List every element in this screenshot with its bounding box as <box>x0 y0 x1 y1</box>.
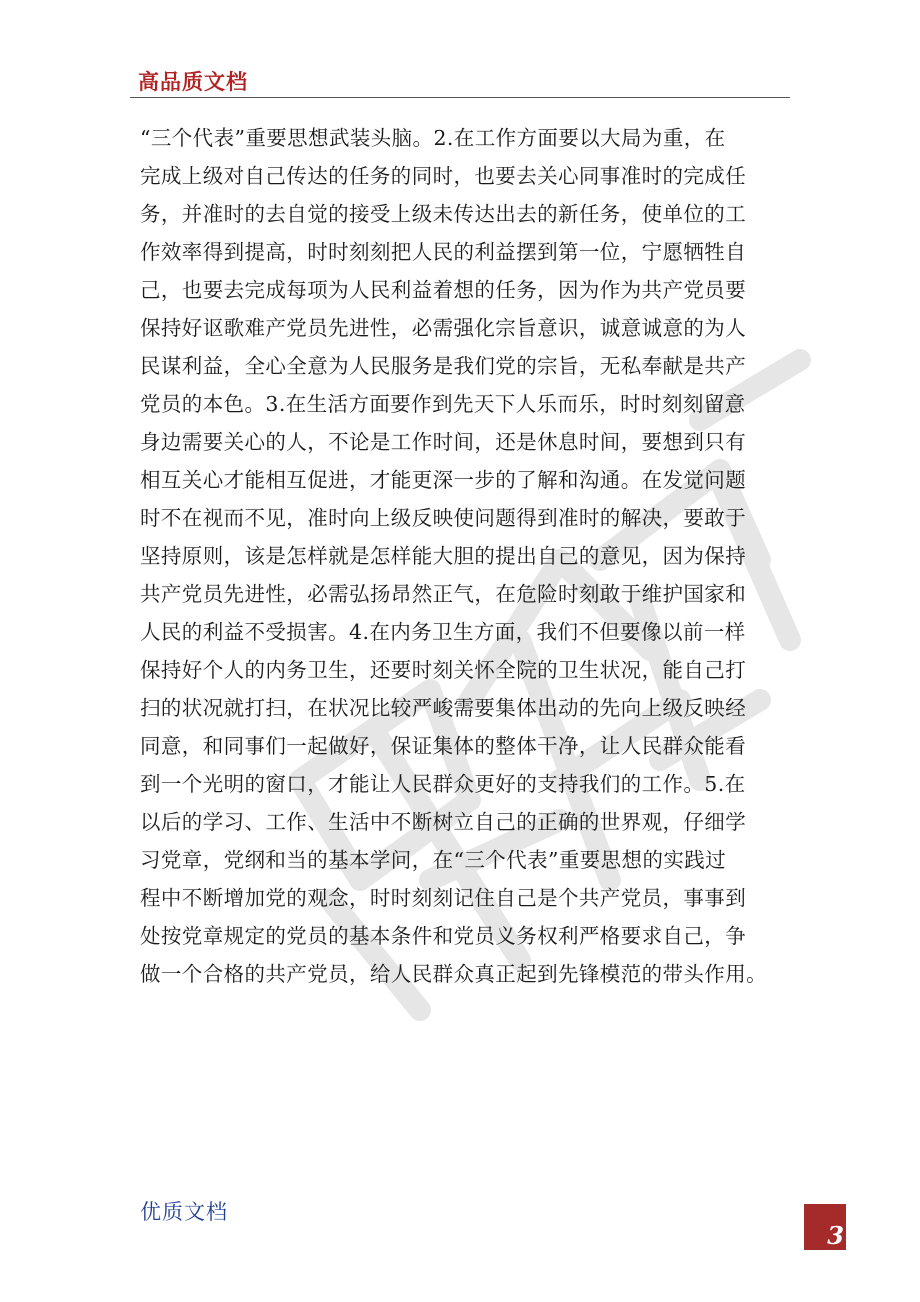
body-line: 扫的状况就打扫，在状况比较严峻需要集体出动的先向上级反映经 <box>140 696 747 720</box>
document-header-title: 高品质文档 <box>138 70 248 94</box>
body-line: 处按党章规定的党员的基本条件和党员义务权利严格要求自己，争 <box>140 924 747 948</box>
body-line: 时不在视而不见，准时向上级反映使问题得到准时的解决，要敢于 <box>140 506 747 530</box>
body-line: 坚持原则，该是怎样就是怎样能大胆的提出自己的意见，因为保持 <box>140 544 747 568</box>
body-line: 习党章，党纲和当的基本学问，在“三个代表”重要思想的实践过 <box>140 848 727 872</box>
body-line: 以后的学习、工作、生活中不断树立自己的正确的世界观，仔细学 <box>140 810 747 834</box>
body-line: “三个代表”重要思想武装头脑。2.在工作方面要以大局为重，在 <box>140 126 726 150</box>
body-line: 保持好个人的内务卫生，还要时刻关怀全院的卫生状况，能自己打 <box>140 658 747 682</box>
body-line: 程中不断增加党的观念，时时刻刻记住自己是个共产党员，事事到 <box>140 886 747 910</box>
body-line: 完成上级对自己传达的任务的同时，也要去关心同事准时的完成任 <box>140 164 747 188</box>
body-line: 党员的本色。3.在生活方面要作到先天下人乐而乐，时时刻刻留意 <box>140 392 746 416</box>
body-line: 做一个合格的共产党员，给人民群众真正起到先锋模范的带头作用。 <box>140 962 767 986</box>
document-footer-title: 优质文档 <box>140 1200 228 1224</box>
body-line: 到一个光明的窗口，才能让人民群众更好的支持我们的工作。5.在 <box>140 772 746 796</box>
page-number: 3 <box>827 1221 844 1250</box>
body-line: 身边需要关心的人，不论是工作时间，还是休息时间，要想到只有 <box>140 430 747 454</box>
body-line: 人民的利益不受损害。4.在内务卫生方面，我们不但要像以前一样 <box>140 620 746 644</box>
document-body <box>140 119 780 993</box>
body-line: 民谋利益，全心全意为人民服务是我们党的宗旨，无私奉献是共产 <box>140 354 747 378</box>
body-line: 共产党员先进性，必需弘扬昂然正气，在危险时刻敢于维护国家和 <box>140 582 747 606</box>
body-line: 务，并准时的去自觉的接受上级未传达出去的新任务，使单位的工 <box>140 202 747 226</box>
body-line: 作效率得到提高，时时刻刻把人民的利益摆到第一位，宁愿牺牲自 <box>140 240 747 264</box>
body-line: 保持好讴歌难产党员先进性，必需强化宗旨意识，诚意诚意的为人 <box>140 316 747 340</box>
body-line: 同意，和同事们一起做好，保证集体的整体干净，让人民群众能看 <box>140 734 747 758</box>
header-divider <box>130 97 790 98</box>
body-line: 己，也要去完成每项为人民利益着想的任务，因为作为共产党员要 <box>140 278 747 302</box>
body-line: 相互关心才能相互促进，才能更深一步的了解和沟通。在发觉问题 <box>140 468 747 492</box>
page-number-badge <box>804 1204 846 1250</box>
